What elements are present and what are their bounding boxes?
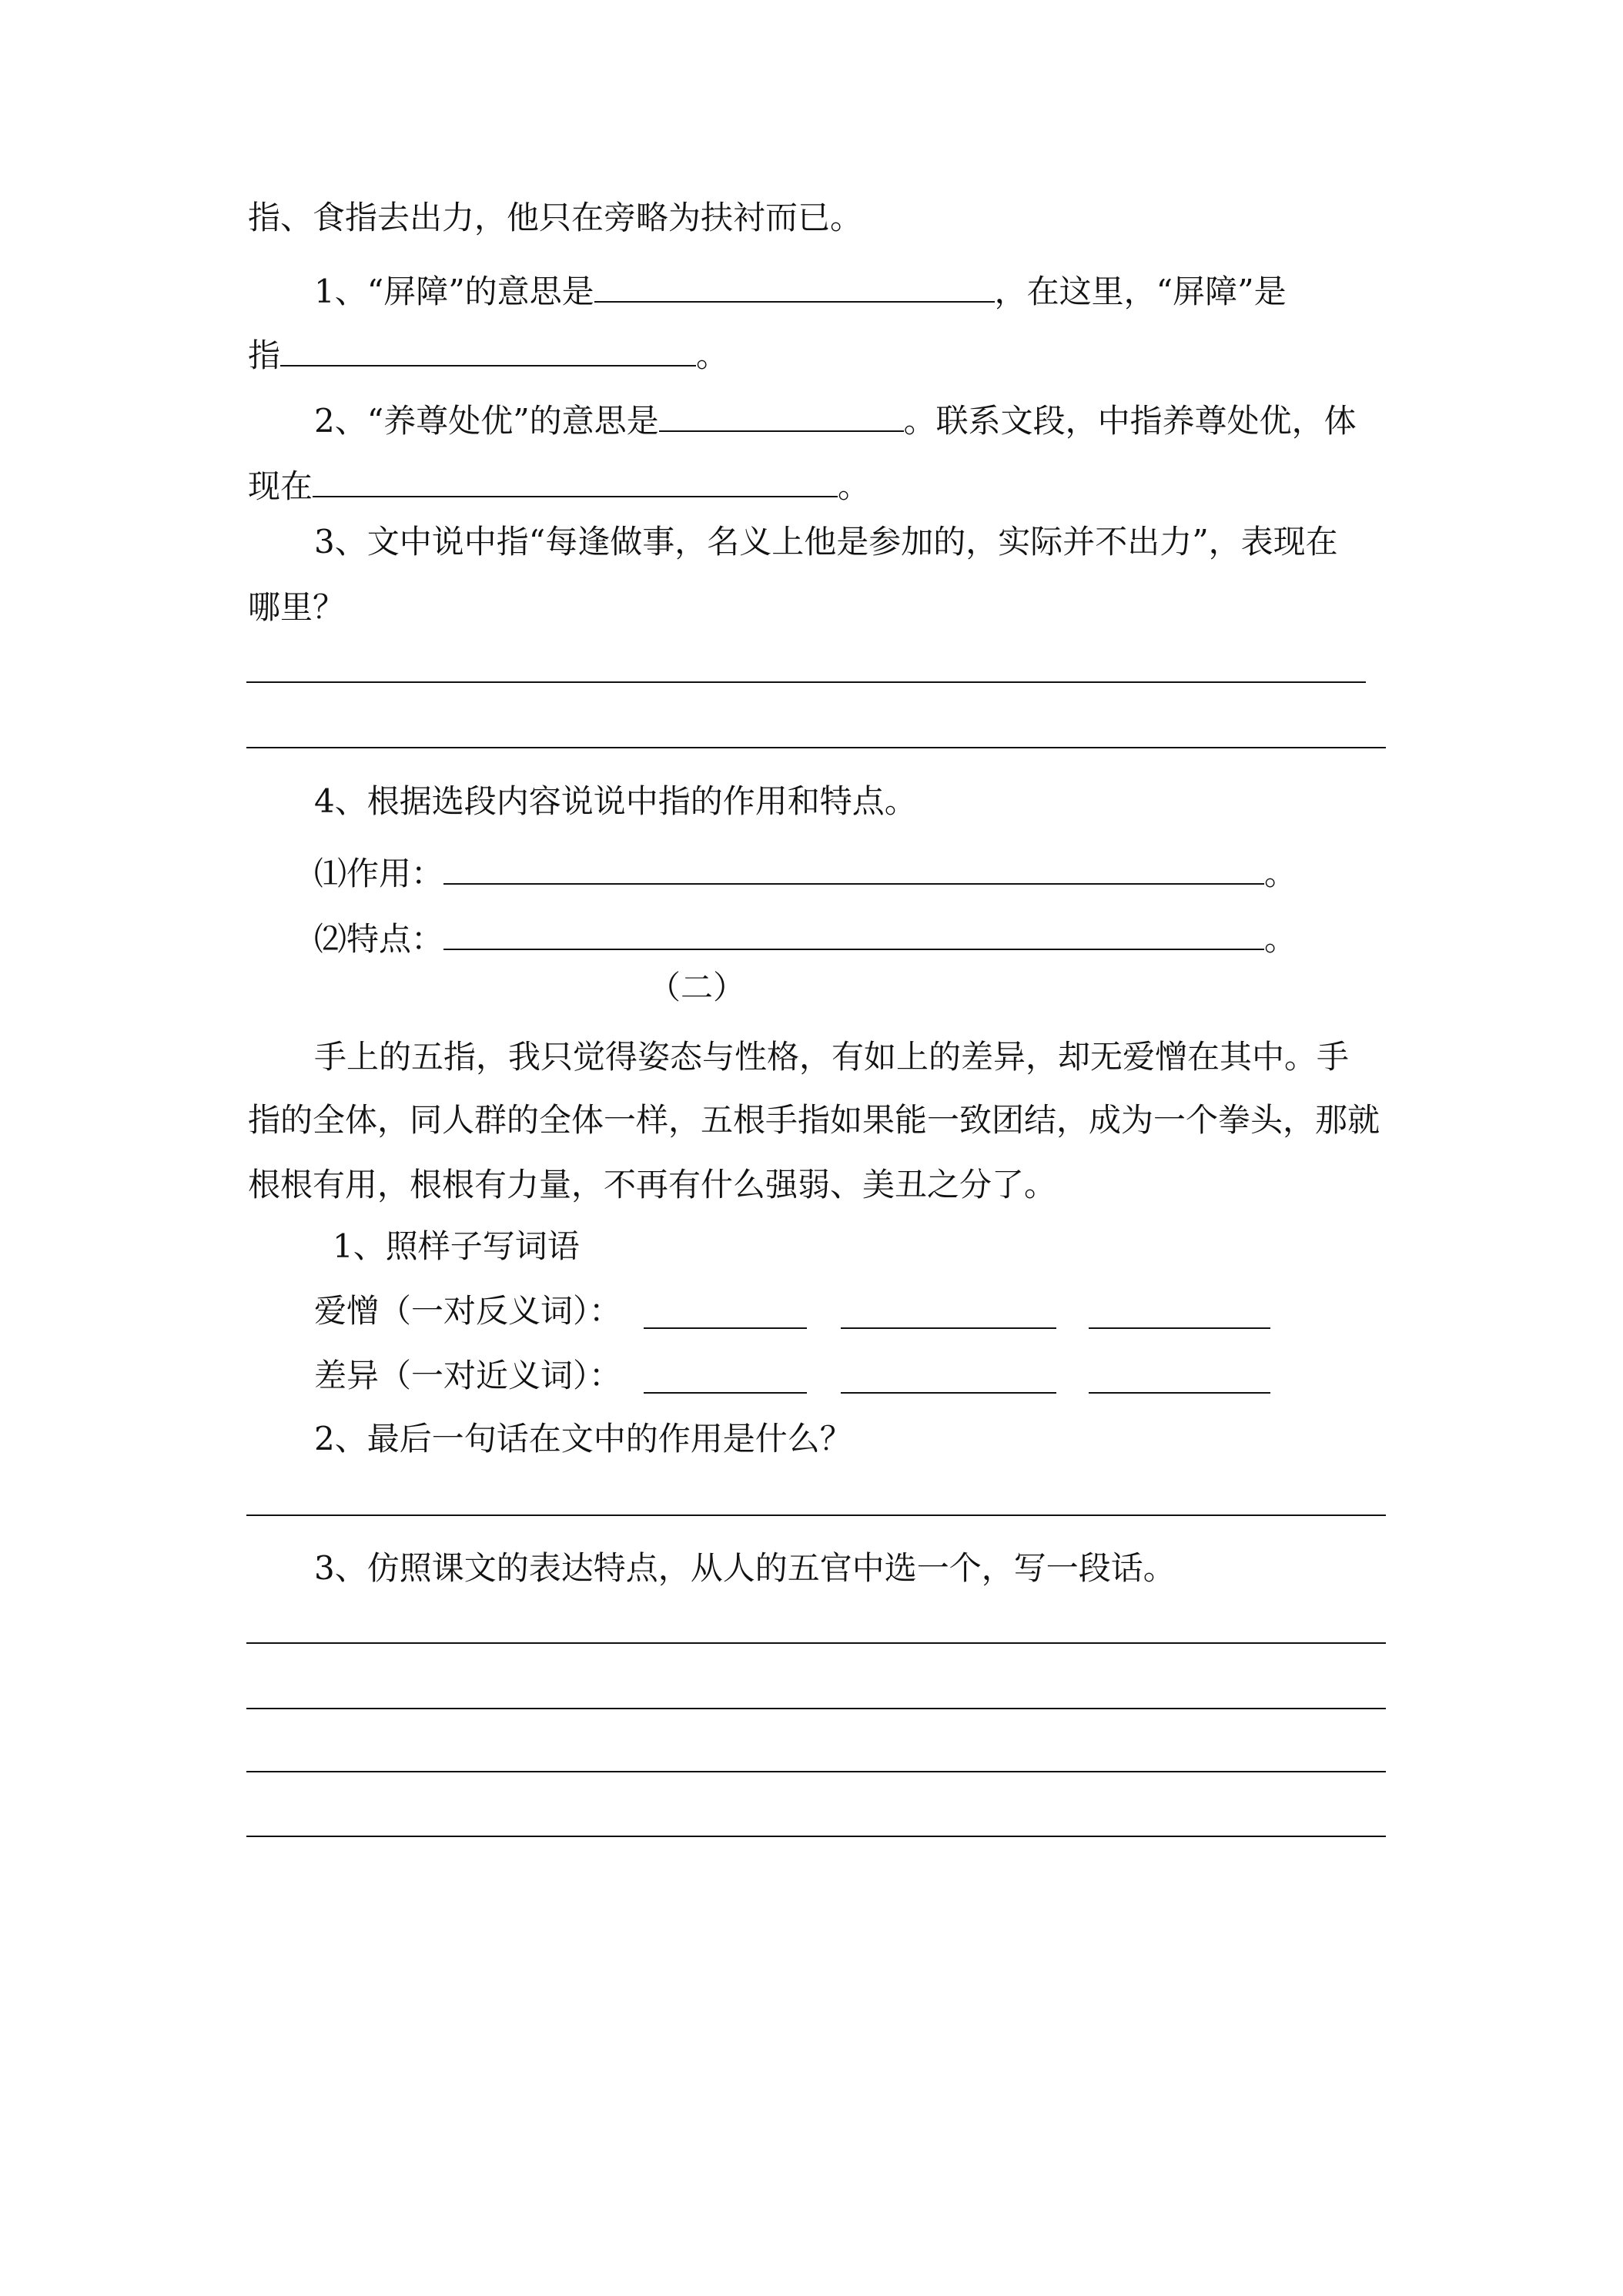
- answer-line-s2q3[interactable]: [246, 1836, 1386, 1837]
- answer-line-s2q3[interactable]: [246, 1771, 1386, 1772]
- question-4-item-1-end: 。: [1264, 855, 1297, 893]
- question-2-cont: [248, 462, 871, 506]
- question-2-text-d: 。: [838, 467, 871, 506]
- word-row-synonyms: [314, 1357, 622, 1394]
- answer-blank-1a[interactable]: [594, 267, 995, 303]
- synonym-blank-3[interactable]: [1089, 1392, 1270, 1394]
- passage-carry-line: 指、食指去出力，他只在旁略为扶衬而已。: [248, 199, 863, 236]
- answer-line-s2q3[interactable]: [246, 1642, 1386, 1644]
- question-4-item-2: [314, 915, 1297, 959]
- question-1-text-d: 。: [696, 336, 729, 375]
- question-3-line1: 3、文中说中指“每逢做事，名义上他是参加的，实际并不出力”，表现在: [314, 523, 1338, 561]
- question-2: [314, 397, 1357, 440]
- word-row-synonyms-label: 差异（一对近义词）：: [314, 1357, 622, 1394]
- question-2-text-a: 2、“养尊处优”的意思是: [314, 402, 659, 440]
- antonym-blank-2[interactable]: [841, 1327, 1056, 1329]
- synonym-blank-1[interactable]: [644, 1392, 807, 1394]
- word-row-antonyms: [314, 1292, 622, 1330]
- question-1-text-c: 指: [248, 336, 281, 375]
- question-1-text-b: ，在这里，“屏障”是: [994, 273, 1287, 311]
- section2-question-1-title: 1、照样子写词语: [333, 1227, 580, 1265]
- question-1-cont: [248, 331, 729, 375]
- question-4-item-2-end: 。: [1264, 920, 1297, 959]
- section-heading: （二）: [648, 969, 746, 1006]
- passage-line: 手上的五指，我只觉得姿态与性格，有如上的差异，却无爱憎在其中。手: [314, 1038, 1350, 1076]
- section2-question-3-title: 3、仿照课文的表达特点，从人的五官中选一个，写一段话。: [314, 1549, 1176, 1587]
- passage-line: 根根有用，根根有力量，不再有什么强弱、美丑之分了。: [248, 1166, 1057, 1203]
- section2-question-2-title: 2、最后一句话在文中的作用是什么？: [314, 1420, 852, 1458]
- passage-line: 指的全体，同人群的全体一样，五根手指如果能一致团结，成为一个拳头，那就: [248, 1101, 1380, 1139]
- antonym-blank-1[interactable]: [644, 1327, 807, 1329]
- question-1: [314, 267, 1287, 311]
- answer-line-3a[interactable]: [246, 681, 1366, 683]
- question-4-item-2-label: ⑵特点：: [314, 920, 444, 959]
- question-2-text-c: 现在: [248, 467, 313, 506]
- question-4-title: 4、根据选段内容说说中指的作用和特点。: [314, 782, 917, 820]
- answer-blank-4b[interactable]: [443, 915, 1264, 950]
- question-2-text-b: 。联系文段，中指养尊处优，体: [903, 402, 1357, 440]
- question-4-item-1-label: ⑴作用：: [314, 855, 444, 893]
- answer-blank-2a[interactable]: [659, 397, 904, 432]
- answer-blank-4a[interactable]: [443, 849, 1264, 885]
- question-1-text-a: 1、“屏障”的意思是: [314, 273, 594, 311]
- question-4-item-1: [314, 849, 1297, 893]
- answer-blank-1b[interactable]: [280, 331, 696, 366]
- answer-line-s2q2[interactable]: [246, 1514, 1386, 1516]
- synonym-blank-2[interactable]: [841, 1392, 1056, 1394]
- antonym-blank-3[interactable]: [1089, 1327, 1270, 1329]
- answer-blank-2b[interactable]: [313, 462, 838, 497]
- answer-line-s2q3[interactable]: [246, 1708, 1386, 1709]
- word-row-antonyms-label: 爱憎（一对反义词）：: [314, 1292, 622, 1330]
- question-3-line2: 哪里？: [248, 588, 346, 626]
- answer-line-3b[interactable]: [246, 747, 1386, 748]
